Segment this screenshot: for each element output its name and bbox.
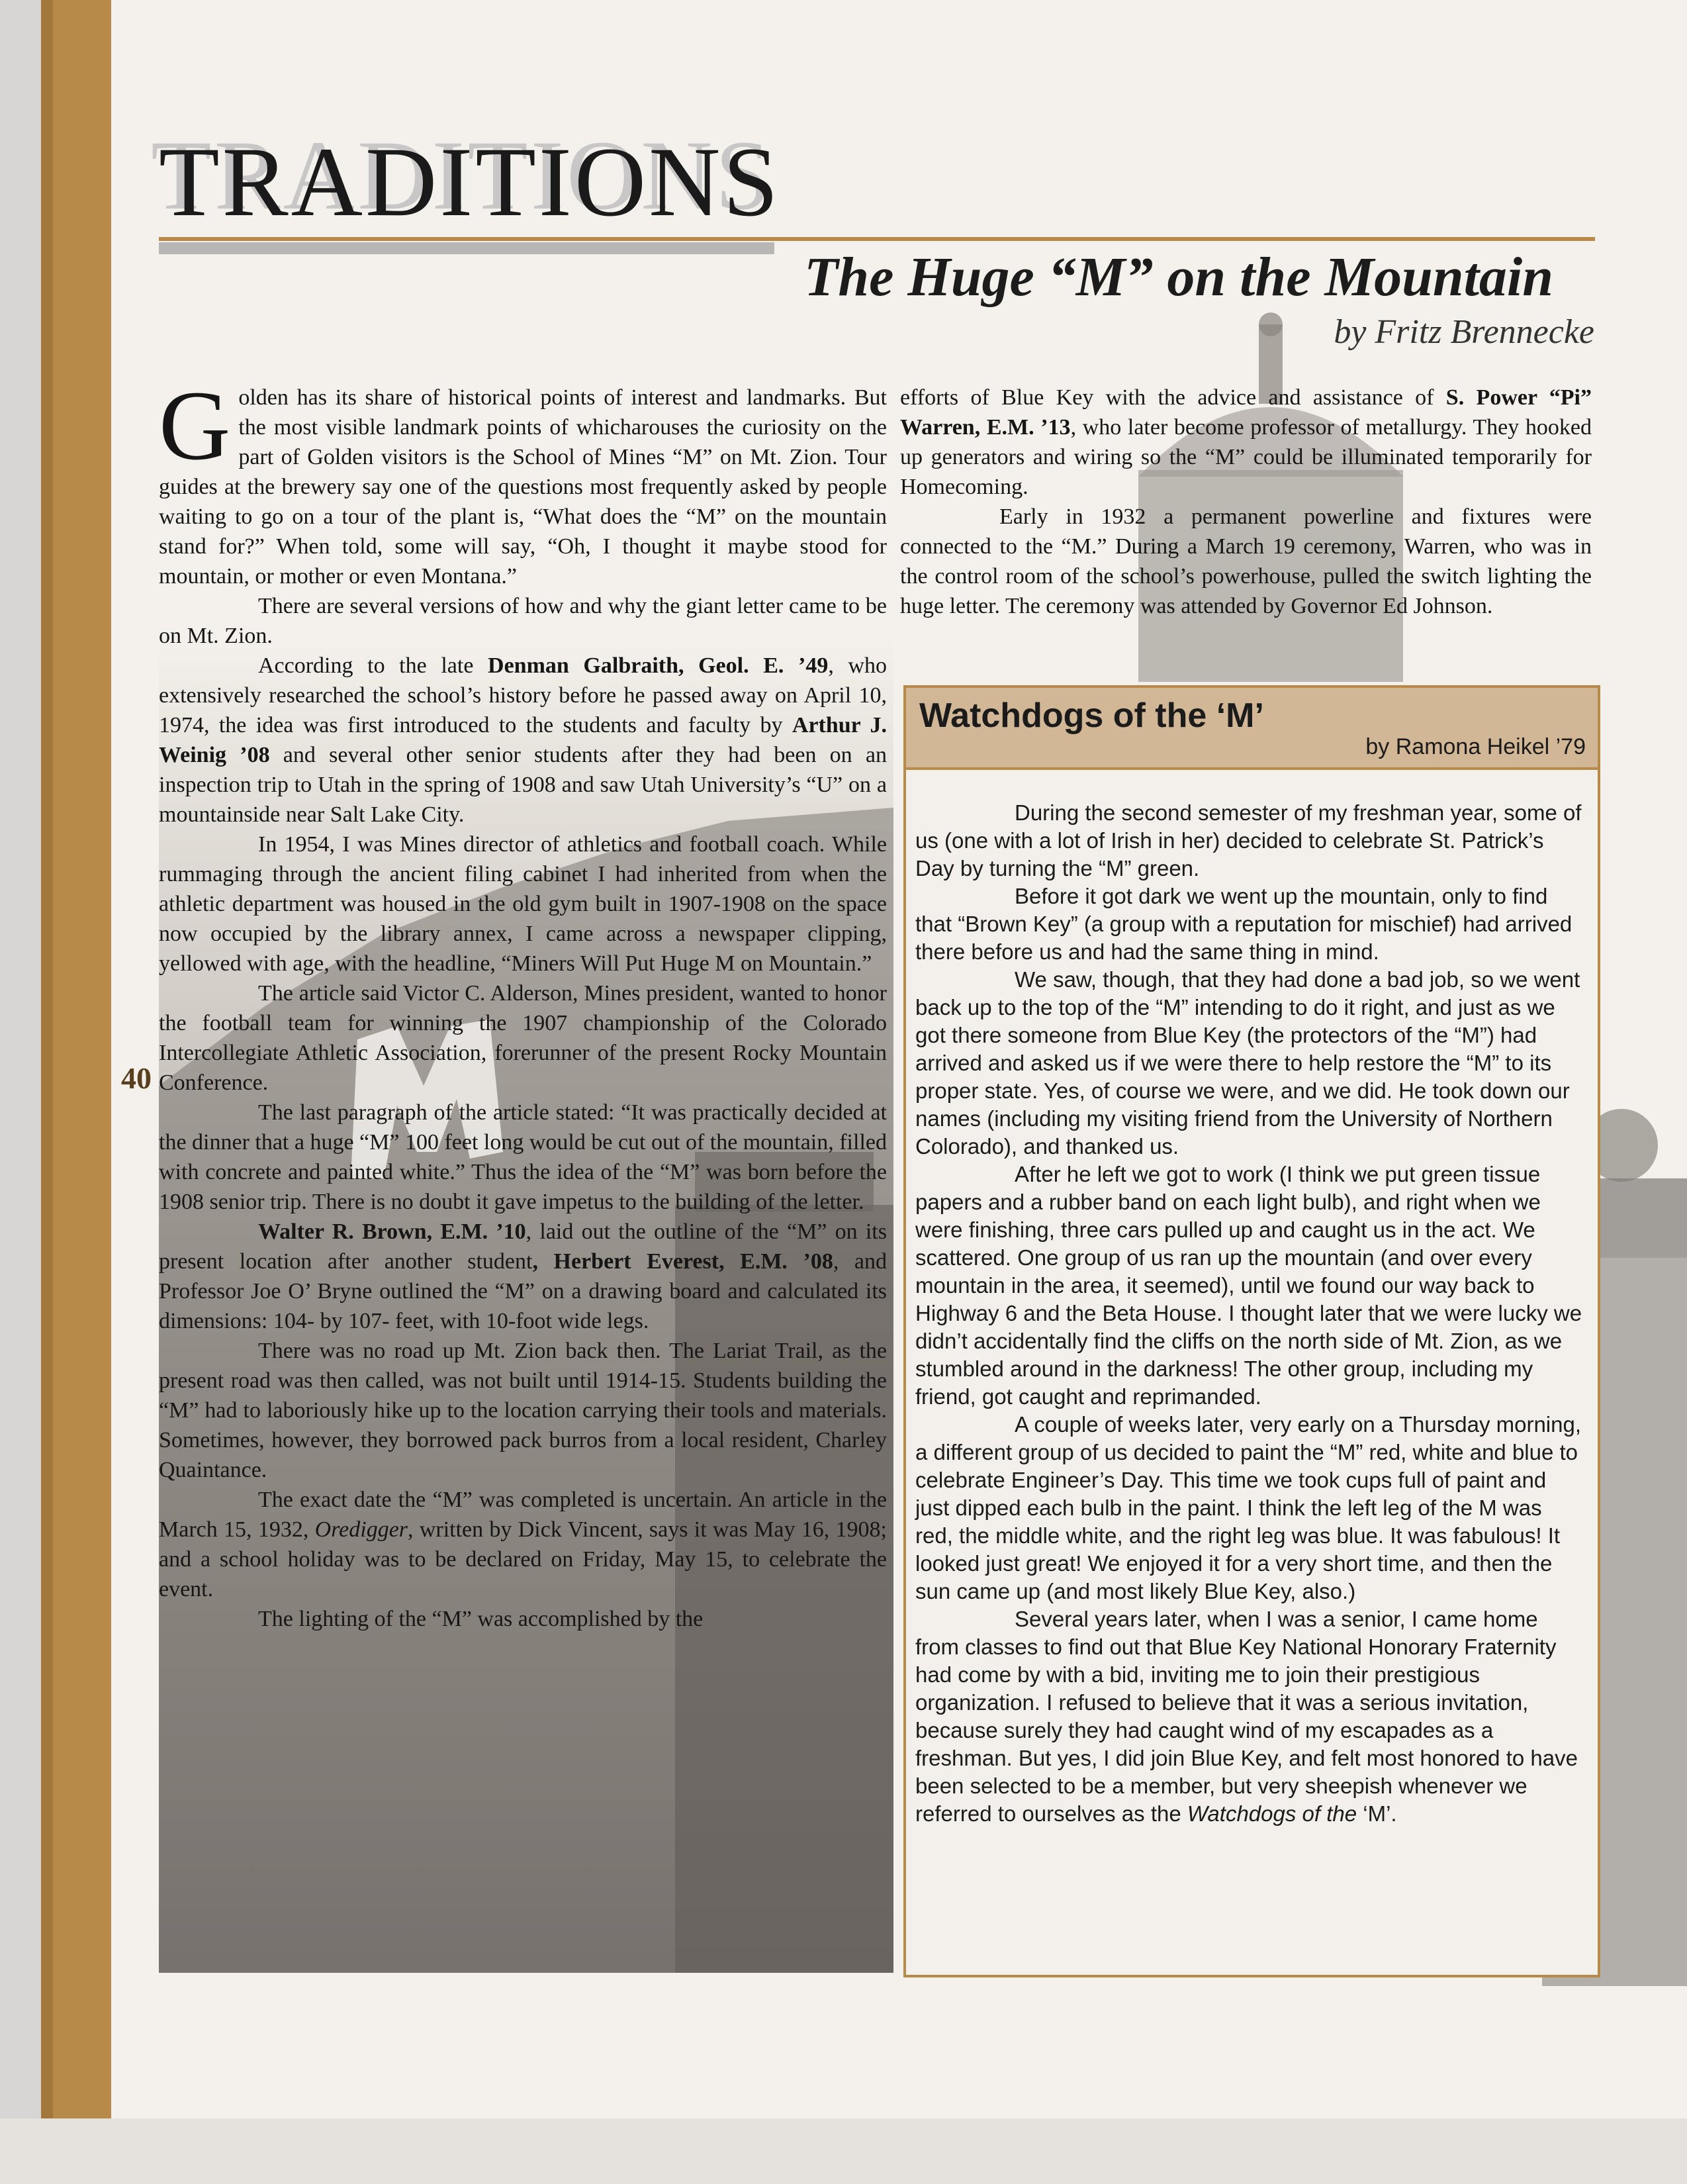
article-paragraph: In 1954, I was Mines director of athletics and football coach. While rummaging through the ancient filing cabinet I had inherited from when the athletic department was housed in the old gym built in 1907-1908 on the space now occupied by the library annex, I came across a newspaper clipping, yellowed with age, with the headline, “Miners Will Put Huge M on Mountain.” (159, 832, 887, 976)
article-paragraph: There are several versions of how and why the giant letter came to be on Mt. Zion. (159, 594, 887, 648)
drop-cap: G (159, 371, 231, 481)
article-headline: The Huge “M” on the Mountain (804, 246, 1553, 308)
article-column-left (159, 371, 888, 1634)
sidebar-paragraph: Before it got dark we went up the mountain, only to find that “Brown Key” (a group with a reputation for mischief) had arrived there before us and had the same thing in mind. (915, 884, 1573, 964)
article-paragraph: Golden has its share of historical points of interest and landmarks. But the most visible landmark points of whicharouses the curiosity on the part of Golden visitors is the School of Mines “M” on Mt. Zion. Tour guides at the brewery say one of the questions most frequently asked by people waiting to go on a tour of the plant is, “What does the “M” on the mountain stand for?” When told, some will say, “Oh, I thought it maybe stood for mountain, or mother or even Montana.” (159, 371, 887, 589)
page-number: 40 (111, 1049, 161, 1108)
article-paragraph: The article said Victor C. Alderson, Mines president, wanted to honor the football team for winning the 1907 championship of the Colorado Intercollegiate Athletic Association, forerunner of the present Rocky Mountain Conference. (159, 981, 887, 1095)
sidebar-paragraph: Several years later, when I was a senior, I came home from classes to find out that Blue Key National Honorary Fraternity had come by with a bid, inviting me to join their prestigious organization. I refused to believe that it was a serious invitation, because surely they had caught wind of my escapades as a freshman. But yes, I did join Blue Key, and felt most honored to have been selected to be a member, but very sheepish whenever we referred to ourselves as the Watchdogs of the ‘M’. (915, 1607, 1578, 1826)
page-spine-shadow (41, 0, 53, 2184)
article-paragraph: There was no road up Mt. Zion back then. The Lariat Trail, as the present road was then called, was not built until 1914-15. Students building the “M” had to laboriously hike up to the location carrying their tools and materials. Sometimes, however, they borrowed pack burros from a local resident, Charley Quaintance. (159, 1339, 887, 1482)
sidebar-byline: by Ramona Heikel ’79 (1365, 734, 1586, 759)
article-paragraph: efforts of Blue Key with the advice and assistance of S. Power “Pi” Warren, E.M. ’13, who later become professor of metallurgy. They hooked up generators and wiring so the “M” could be illuminated temporarily for Homecoming. (900, 385, 1592, 499)
header-shadow-rule (159, 242, 774, 254)
article-paragraph: Early in 1932 a permanent powerline and fixtures were connected to the “M.” During a March 19 ceremony, Warren, who was in the control room of the school’s powerhouse, pulled the switch lighting the huge letter. The ceremony was attended by Governor Ed Johnson. (900, 504, 1592, 618)
article-byline: by Fritz Brennecke (1334, 313, 1594, 351)
article-paragraph: Walter R. Brown, E.M. ’10, laid out the outline of the “M” on its present location after another student, Herbert Everest, E.M. ’08, and Professor Joe O’ Bryne outlined the “M” on a drawing board and calculated its dimensions: 104- by 107- feet, with 10-foot wide legs. (159, 1219, 888, 1333)
page-edge (0, 0, 41, 2184)
header-rule (159, 237, 1595, 241)
article-paragraph: The exact date the “M” was completed is uncertain. An article in the March 15, 1932, Oredigger, written by Dick Vincent, says it was May 16, 1908; and a school holiday was to be declared on Friday, May 15, to celebrate the event. (159, 1488, 887, 1601)
article-paragraph: The last paragraph of the article stated: “It was practically decided at the dinner that a huge “M” 100 feet long would be cut out of the mountain, filled with concrete and painted white.” Thus the idea of the “M” was born before the 1908 senior trip. There is no doubt it gave impetus to the building of the letter. (159, 1100, 887, 1214)
sidebar-body (915, 799, 1584, 1828)
sidebar-paragraph: We saw, though, that they had done a bad job, so we went back up to the top of the “M” intending to do it right, and just as we got there someone from Blue Key (the protectors of the “M”) had arrived and asked us if we were there to help restore the “M” to its proper state. Yes, of course we were, and we did. He took down our names (including my visiting friend from the University of Northern Colorado), and thanked us. (915, 967, 1580, 1159)
sidebar-title: Watchdogs of the ‘M’ (919, 696, 1264, 735)
sidebar-paragraph: A couple of weeks later, very early on a Thursday morning, a different group of us decided to paint the “M” red, white and blue to celebrate Engineer’s Day. This time we took cups full of paint and just dipped each bulb in the paint. I think the left leg of the M was red, the middle white, and the right leg was blue. It was fabulous! It looked just great! We enjoyed it for a very short time, and then the sun came up (and most likely Blue Key, also.) (915, 1412, 1582, 1603)
article-column-right (900, 383, 1592, 621)
sidebar-paragraph: During the second semester of my freshman year, some of us (one with a lot of Irish in her) decided to celebrate St. Patrick’s Day by turning the “M” green. (915, 800, 1582, 880)
section-title: TRADITIONS (159, 127, 781, 237)
page-bottom-shade (0, 2118, 1687, 2184)
sidebar-header (906, 688, 1598, 770)
article-paragraph: According to the late Denman Galbraith, Geol. E. ’49, who extensively researched the school’s history before he passed away on April 10, 1974, the idea was first introduced to the students and faculty by Arthur J. Weinig ’08 and several other senior students after they had been on an inspection trip to Utah in the spring of 1908 and saw Utah University’s “U” on a mountainside near Salt Lake City. (159, 653, 888, 827)
sidebar-box (903, 685, 1600, 1977)
sidebar-paragraph: After he left we got to work (I think we put green tissue papers and a rubber band on each light bulb), and right when we were finishing, three cars pulled up and caught us in the act. We scattered. One group of us ran up the mountain (and over every mountain in the area, it seemed), until we found our way back to Highway 6 and the Beta House. I thought later that we were lucky we didn’t accidentally find the cliffs on the north side of Mt. Zion, as we stumbled around in the darkness! The other group, including my friend, got caught and reprimanded. (915, 1162, 1582, 1409)
article-paragraph: The lighting of the “M” was accomplished by the (258, 1607, 704, 1631)
